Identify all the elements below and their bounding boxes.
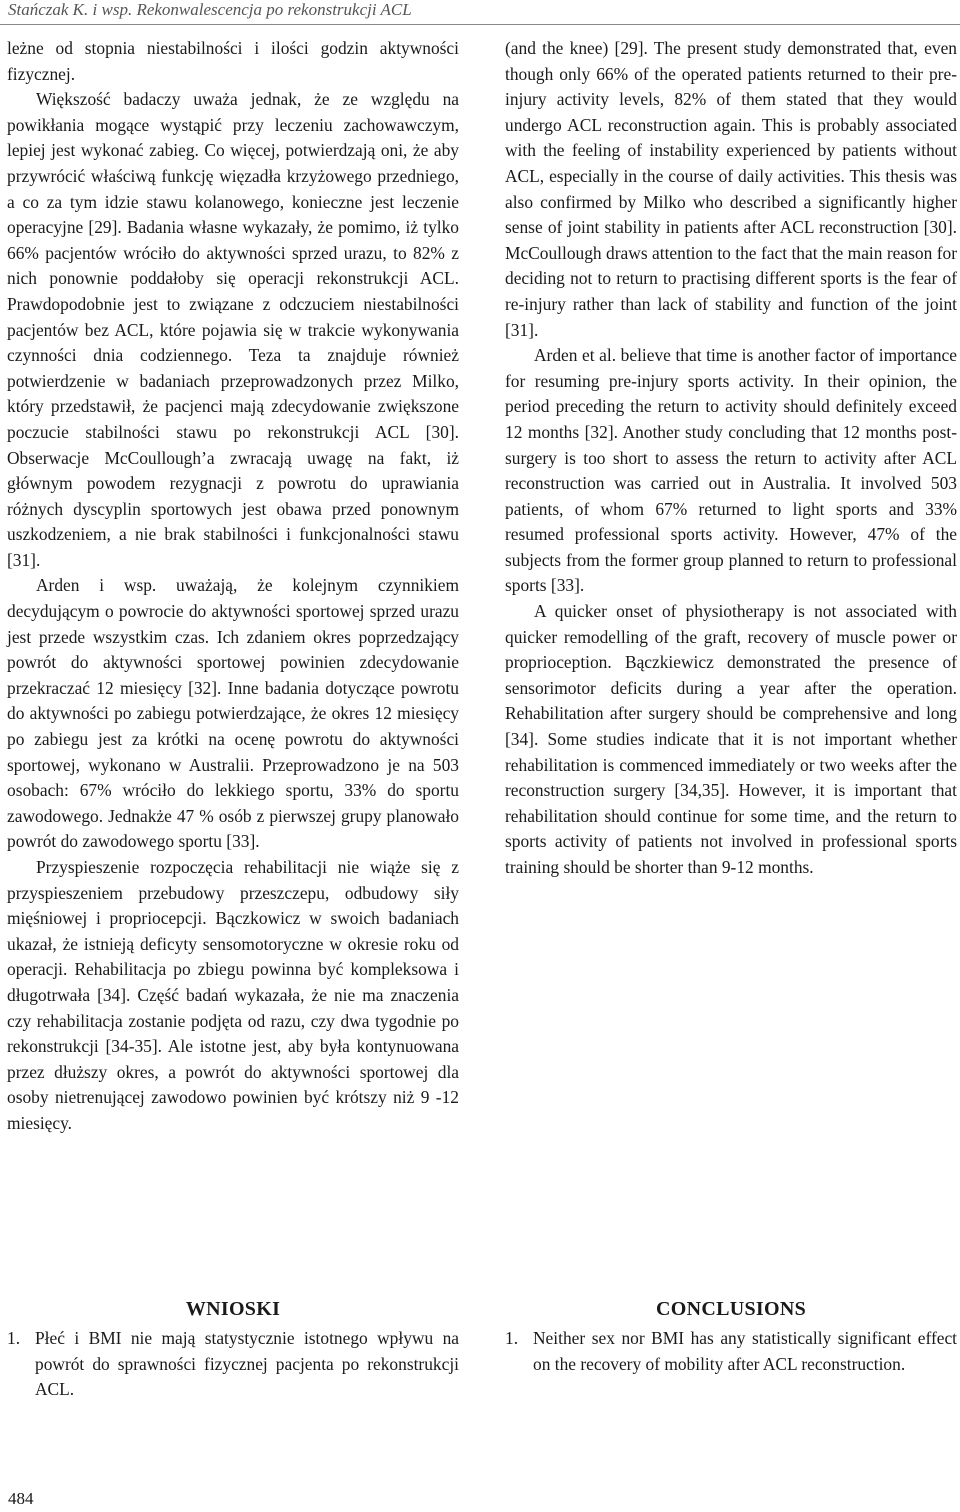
right-paragraph-2: Arden et al. believe that time is another factor of importance for resuming pre-injury sports activity. In their opinion, the period preceding the return to activity should definitely exceed 12 months [32]. Another study concluding that 12 months post-surgery is too short to assess the return to activity after ACL reconstruction was carried out in Australia. It involved 503 patients, of whom 67% returned to light sports and 33% resumed professional sports activity. However, 47% of the subjects from the former group planned to return to professional sports [33]. bbox=[505, 345, 957, 596]
left-paragraph-4: Przyspieszenie rozpoczęcia rehabilitacji nie wiąże się z przyspieszeniem przebudowy przeszczepu, odbudowy siły mięśniowej i propriocepcji. Bączkowicz w swoich badaniach ukazał, że istnieją deficyty sensomotoryczne w okresie roku od operacji. Rehabilitacja po zbiegu powinna być kompleksowa i długotrwała [34]. Część badań wykazała, że nie ma znaczenia czy rehabilitacja zostanie podjęta od razu, czy dwa tygodnie po rekonstrukcji [34-35]. Ale istotne jest, aby była kontynuowana przez dłuższy okres, a powrót do aktywności sportowej dla osoby nietrenującej zawodowo powinien być krótszy niż 9 -12 miesięcy. bbox=[7, 857, 459, 1133]
right-paragraph-1: (and the knee) [29]. The present study demonstrated that, even though only 66% of the operated patients returned to their pre-injury activity levels, 82% of them stated that they would undergo ACL reconstruction again. This is probably associated with the feeling of instability experienced by patients without ACL, especially in the course of daily activities. This thesis was also confirmed by Milko who described a significantly higher sense of joint stability in patients after ACL reconstruction [30]. McCoullough draws attention to the fact that the main reason for deciding not to return to practising different sports is the fear of re-injury rather than lack of stability and function of the joint [31]. bbox=[505, 38, 957, 340]
right-paragraph-3: A quicker onset of physiotherapy is not associated with quicker remodelling of the graft, recovery of muscle power or proprioception. Bączkiewicz demonstrated the presence of sensorimotor deficits during a year after the operation. Rehabilitation after surgery should be comprehensive and long [34]. Some studies indicate that it is not important whether rehabilitation is commenced immediately or two weeks after the reconstruction surgery [34,35]. However, it is important that rehabilitation should continue for some time, and the return to sports activity of patients not involved in professional sports training should be shorter than 9-12 months. bbox=[505, 601, 957, 877]
header-rule bbox=[0, 24, 960, 25]
left-paragraph-1: leżne od stopnia niestabilności i ilości godzin aktywności fizycznej. bbox=[7, 38, 459, 84]
left-paragraph-3: Arden i wsp. uważają, że kolejnym czynnikiem decydującym o powrocie do aktywności sportowej sprzed urazu jest przede wszystkim czas. Ich zdaniem okres poprzedzający powrót do aktywności sportowej powinien zdecydowanie przekraczać 12 miesięcy [32]. Inne badania dotyczące powrotu do aktywności po zabiegu potwierdzające, że okres 12 miesięcy po zabiegu jest za krótki na ocenę powrotu do aktywności sportowej, wykonano w Australii. Przeprowadzono je na 503 osobach: 67% wróciło do lekkiego sportu, 33% do sportu zawodowego. Jednakże 47 % osób z pierwszej grupy planowało powrót do zawodowego sportu [33]. bbox=[7, 575, 459, 852]
left-paragraph-2: Większość badaczy uważa jednak, że ze względu na powikłania mogące wystąpić przy leczeniu zachowawczym, lepiej jest wykonać zabieg. Co więcej, potwierdzają oni, że aby przywrócić właściwą funkcję więzadła krzyżowego przedniego, a co za tym idzie stawu kolanowego, konieczne jest leczenie operacyjne [29]. Badania własne wykazały, że pomimo, iż tylko 66% pacjentów wróciło do aktywności sprzed urazu, to 82% z nich ponownie poddałoby się operacji rekonstrukcji ACL. Prawdopodobnie jest to związane z odczuciem niestabilności pacjentów bez ACL, które pojawia się w trakcie wykonywania czynności dnia codziennego. Teza ta znajduje również potwierdzenie w badaniach przeprowadzonych przez Milko, który przedstawił, że pacjenci mają zdecydowanie zwiększone poczucie stabilności stawu po rekonstrukcji ACL [30]. Obserwacje McCoullough’a zwracają uwagę na fakt, iż głównym powodem rezygnacji z powrotu do uprawiania różnych dyscyplin sportowych jest obawa przed ponownym uszkodzeniem, a nie brak stabilności i funkcjonalności stawu [31]. bbox=[7, 89, 459, 570]
conclusions-en-item-text: Neither sex nor BMI has any statistically significant effect on the recovery of mobility after ACL reconstruction. bbox=[533, 1328, 957, 1374]
conclusions-pl-heading: WNIOSKI bbox=[185, 1298, 281, 1320]
left-column bbox=[7, 36, 459, 1137]
conclusions-pl-item-number: 1. bbox=[7, 1328, 21, 1348]
conclusions-pl-item-text: Płeć i BMI nie mają statystycznie istotnego wpływu na powrót do sprawności fizycznej pacjenta po rekonstrukcji ACL. bbox=[35, 1328, 459, 1400]
right-column bbox=[505, 36, 957, 881]
page-number: 484 bbox=[8, 1489, 34, 1508]
conclusions-en-section bbox=[505, 1296, 957, 1377]
conclusions-pl-section bbox=[7, 1296, 459, 1403]
conclusions-en-item bbox=[505, 1326, 957, 1377]
running-head: Stańczak K. i wsp. Rekonwalescencja po rekonstrukcji ACL bbox=[8, 0, 412, 19]
conclusions-pl-item bbox=[7, 1326, 459, 1403]
conclusions-en-heading: CONCLUSIONS bbox=[656, 1298, 806, 1320]
conclusions-en-item-number: 1. bbox=[505, 1328, 519, 1348]
